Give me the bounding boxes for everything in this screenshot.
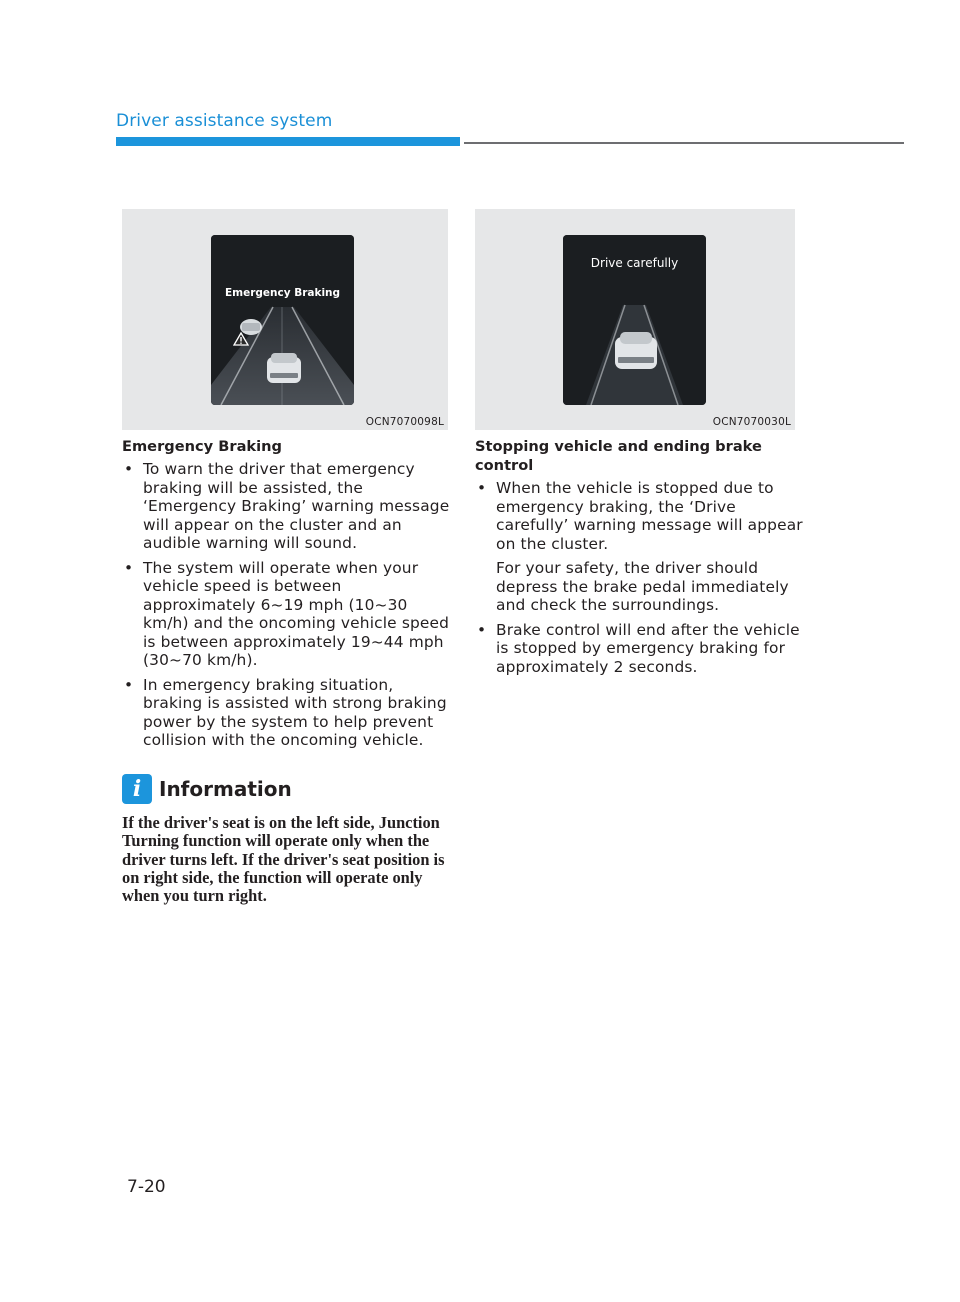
bullet-dot: • <box>124 460 134 478</box>
section-title: Emergency Braking <box>122 438 282 455</box>
list-item: • When the vehicle is stopped due to emergency braking, the ‘Drive carefully’ warning message will appear on the cluster. For your safety, the driver should depress the brake pedal immediately and check the surroundings. <box>477 479 803 614</box>
cluster-screen <box>211 235 354 405</box>
bullet-dot: • <box>477 620 487 639</box>
figure-drive-carefully <box>475 209 795 430</box>
information-text: If the driver's seat is on the left side, Junction Turning function will operate only when the driver turns left. If the driver's seat position is on right side, the function will operate only when you turn right. <box>122 813 445 906</box>
bullet-dot: • <box>124 558 134 577</box>
warning-triangle-icon <box>233 332 249 346</box>
list-item: • The system will operate when your vehicle speed is between approximately 6~19 mph (10~30 km/h) and the oncoming vehicle speed is between approximately 19~44 mph (30~70 km/h). <box>124 558 450 669</box>
header-accent-bar <box>116 137 460 146</box>
info-icon: i <box>122 774 152 804</box>
information-note <box>122 773 452 905</box>
figure-code: OCN7070098L <box>365 416 444 428</box>
cluster-screen <box>563 235 706 405</box>
information-header <box>122 773 452 805</box>
header-rule <box>464 142 904 144</box>
cluster-warning-text: Emergency Braking <box>224 287 341 299</box>
list-item: • In emergency braking situation, braking is assisted with strong braking power by the system to help prevent collision with the oncoming vehicle. <box>124 675 447 749</box>
list-item: • Brake control will end after the vehicle is stopped by emergency braking for approximately 2 seconds. <box>477 620 800 676</box>
figure-emergency-braking <box>122 209 448 430</box>
stopping-vehicle-section <box>475 437 805 682</box>
cluster-warning-text: Drive carefully <box>590 256 679 270</box>
section-title: Stopping vehicle and ending brake control <box>475 438 762 474</box>
page-number: 7-20 <box>127 1177 166 1197</box>
cluster-display-illustration <box>211 235 354 405</box>
section-header: Driver assistance system <box>116 111 333 131</box>
figure-code: OCN7070030L <box>712 416 791 428</box>
bullet-dot: • <box>124 675 134 694</box>
list-item: • To warn the driver that emergency braking will be assisted, the ‘Emergency Braking’ warning message will appear on the cluster and an audible warning will sound. <box>124 460 450 552</box>
information-title: Information <box>159 777 292 801</box>
bullet-dot: • <box>477 479 487 497</box>
bullet-list <box>122 460 452 750</box>
bullet-list <box>475 479 805 676</box>
emergency-braking-section <box>122 437 452 756</box>
